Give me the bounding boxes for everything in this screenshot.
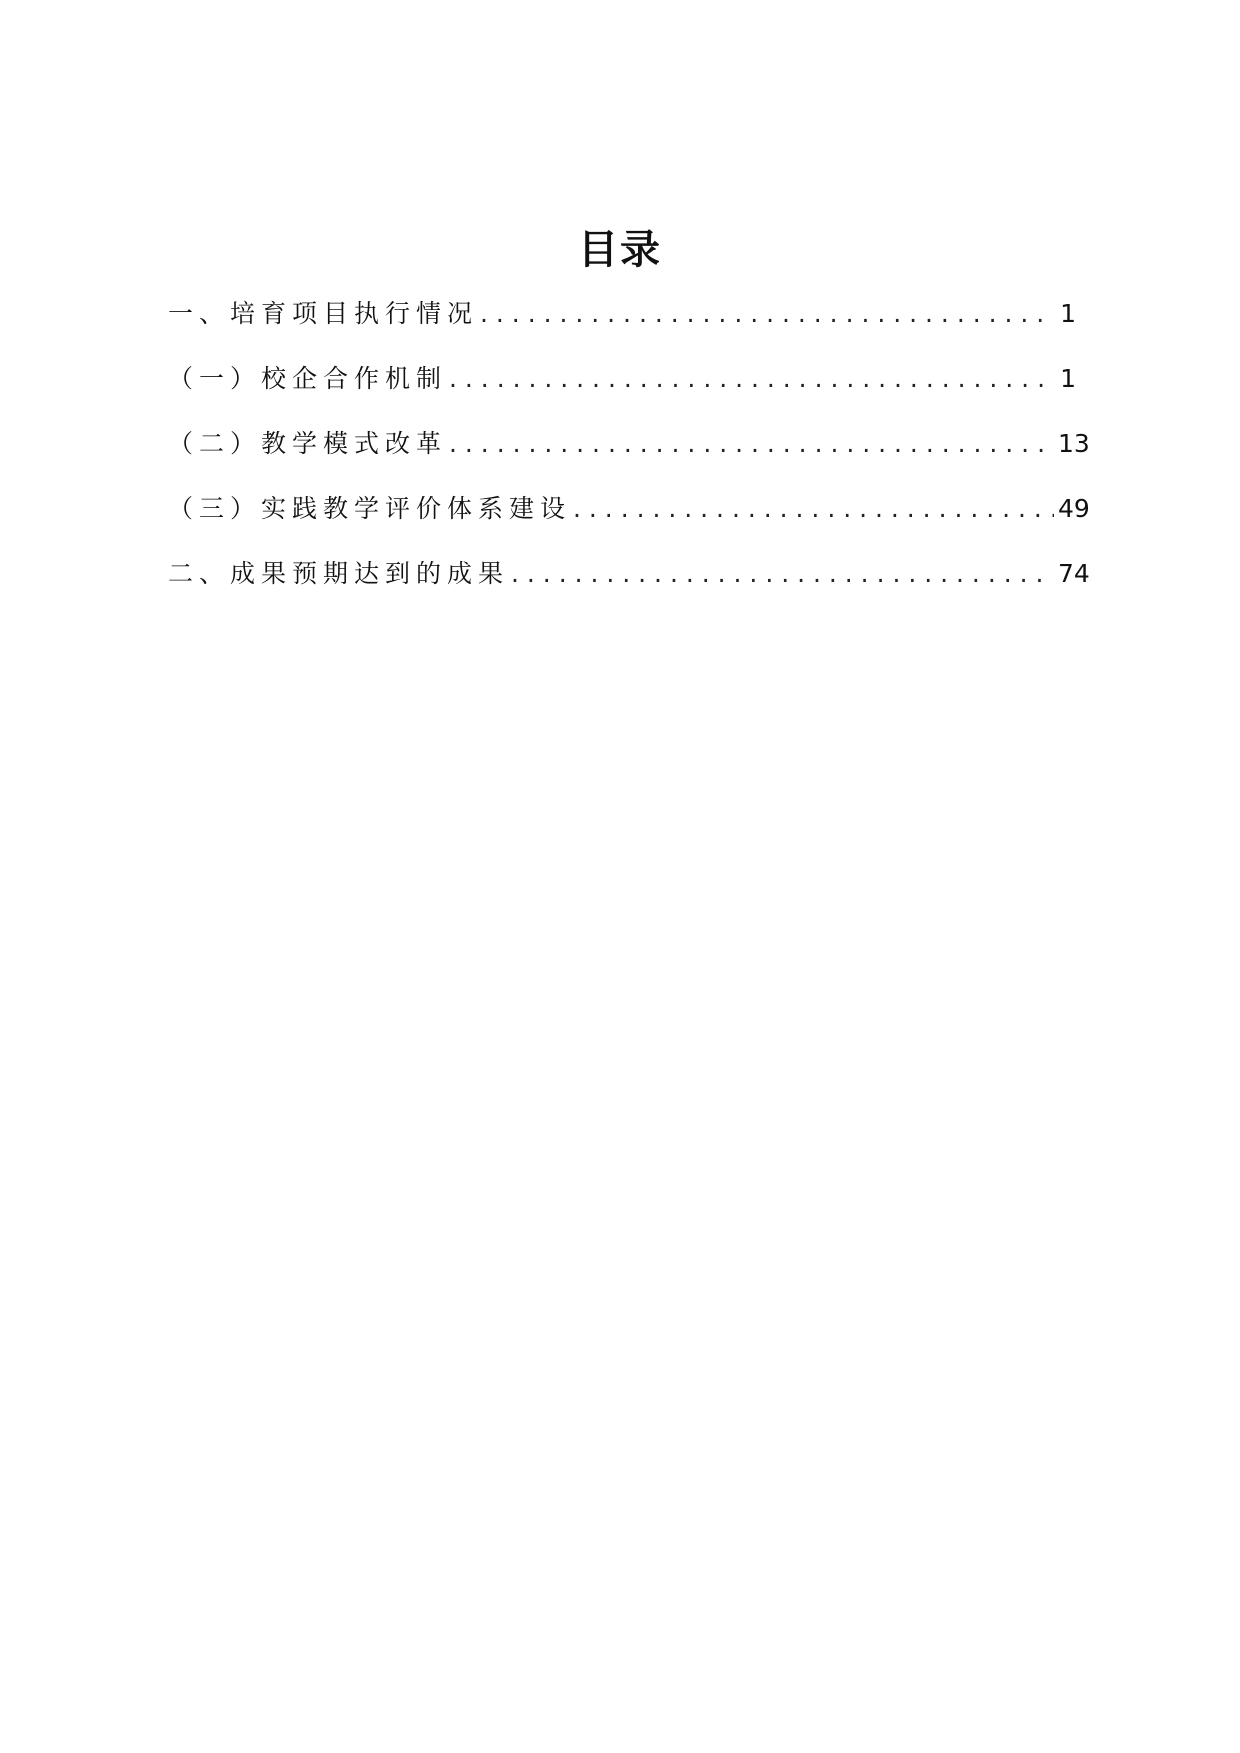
toc-entry-1-1[interactable] — [168, 359, 1076, 424]
toc-leader-dots — [480, 294, 1054, 334]
toc-entry-label: 二、成果预期达到的成果 — [168, 559, 510, 588]
toc-leader-dots — [449, 359, 1054, 399]
toc-entry-page-number: 1 — [1060, 364, 1076, 393]
toc-leader-dots — [511, 554, 1054, 594]
toc-leader-dots — [573, 489, 1054, 529]
toc-entry-1-2[interactable] — [168, 424, 1090, 489]
toc-entry-page-number: 49 — [1058, 494, 1090, 523]
toc-entry-label: 一、培育项目执行情况 — [168, 299, 479, 328]
toc-entry-1-3[interactable] — [168, 489, 1090, 554]
toc-entry-2[interactable] — [168, 554, 1090, 619]
toc-leader-dots — [449, 424, 1054, 464]
toc-entry-label: （一）校企合作机制 — [168, 364, 448, 393]
toc-entry-label: （三）实践教学评价体系建设 — [168, 494, 572, 523]
toc-entry-page-number: 74 — [1058, 559, 1090, 588]
toc-entry-1[interactable] — [168, 294, 1076, 359]
toc-entry-page-number: 1 — [1060, 299, 1076, 328]
table-of-contents — [168, 294, 1090, 619]
toc-title: 目录 — [578, 227, 662, 273]
toc-entry-label: （二）教学模式改革 — [168, 429, 448, 458]
toc-entry-page-number: 13 — [1058, 429, 1090, 458]
